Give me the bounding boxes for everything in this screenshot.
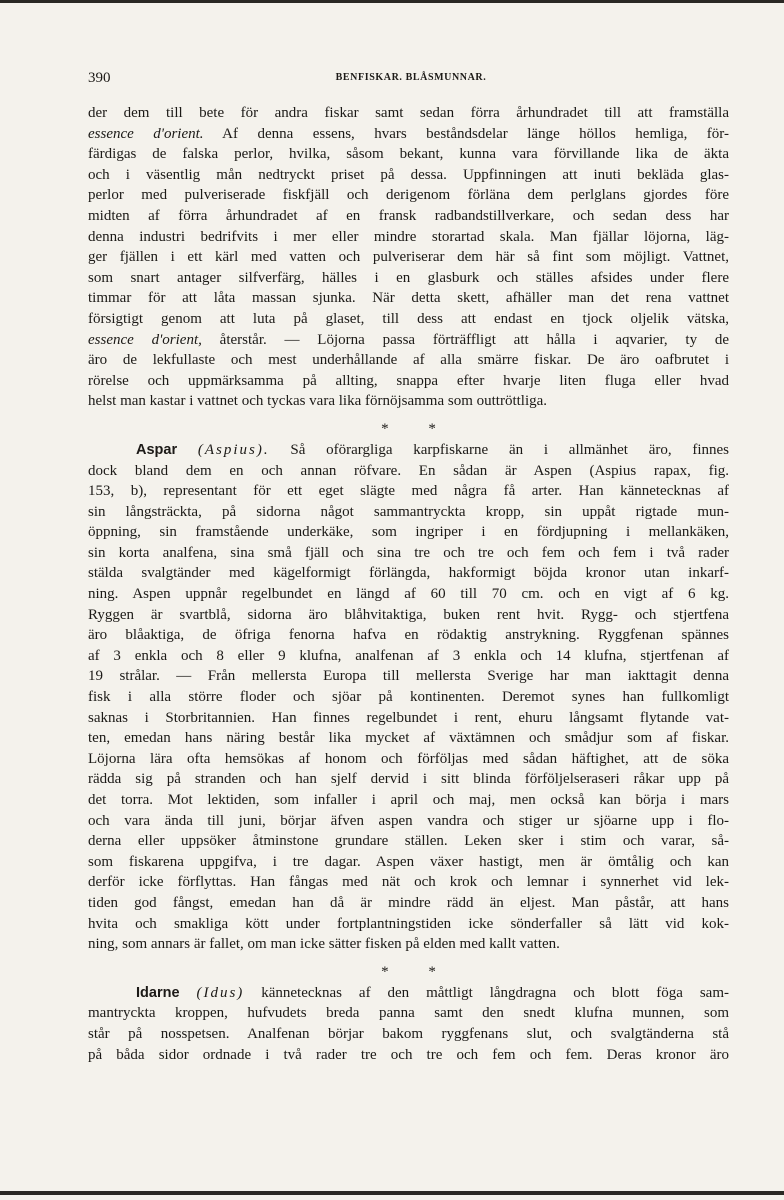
text-line: öppning, sin framstående underkäke, som ingriper i en fördjupning i mellankäken,	[88, 524, 729, 541]
paragraph-idarne	[88, 983, 729, 1065]
space	[180, 985, 197, 1001]
text-line: derför icke förflyttas. Han fångas med nät och krok och lemnar i synnerhet vid lek-	[88, 874, 729, 891]
text-line: sin långsträckta, på sidorna något sammantryckta kropp, sin uppåt rigtade mun-	[88, 503, 729, 520]
text-line: perlor med pulveriserade fiskfjäll och derigenom förläna dem perlglans gjordes före	[88, 187, 729, 204]
text-line: på båda sidor ordnade i två rader tre och tre och fem och fem. Deras kronor äro	[88, 1046, 729, 1063]
text-line: mantryckta kroppen, hufvudets breda panna samt den snedt klufna munnen, som	[88, 1005, 729, 1022]
text-line: midten af förra århundradet af en fransk radbandstillverkare, och sedan dess har	[88, 207, 729, 224]
text-line: ning, som annars är fallet, om man icke sätter fisken på elden med kallt vatten.	[88, 936, 560, 953]
text-line: der dem till bete för andra fiskar samt sedan förra århundradet till att framställa	[88, 105, 729, 121]
section-divider: * *	[381, 420, 454, 437]
page-header	[88, 70, 734, 92]
text-line: sin korta analfena, sina små fjäll och sina tre och tre och fem och fem i två rader	[88, 544, 729, 561]
text-line: det torra. Mot lektiden, som infaller i april och maj, men också kan börja i mars	[88, 792, 729, 808]
latin-name: (Idus)	[196, 984, 245, 1001]
line-text: Så oförargliga karpfiskarne än i allmänhet äro, finnes	[269, 441, 730, 458]
section-divider: * *	[381, 963, 454, 980]
text-line: ger fjällen i ett kärl med vatten och pulveriserar dem här så fint som möjligt. Vattnet,	[88, 249, 729, 266]
text-line: hvita och smakliga kött under fortplantningstiden icke sönderfaller så lätt vid kok-	[88, 915, 729, 932]
page-number: 390	[88, 70, 111, 86]
text-line: Ryggen är svartblå, sidorna äro blåhvitaktiga, buken rent hvit. Rygg- och stjertfena	[88, 606, 729, 623]
line-text: återstår. — Löjorna passa förträffligt att hålla i aqvarier, ty de	[201, 331, 730, 348]
line-text: kännetecknas af den måttligt långdragna och blott föga sam-	[244, 984, 730, 1001]
italic-term: essence d'orient.	[88, 125, 204, 142]
text-line: Löjorna lära ofta hemsökas af honom och förföljas med sådan häftighet, att de söka	[88, 750, 729, 767]
top-edge-rule	[0, 0, 784, 3]
section-keyword-idarne: Idarne	[136, 984, 180, 1001]
text-line: stälda svalgtänder med kägelformigt förlängda, hakformigt böjda kronor utan inkarf-	[88, 565, 729, 582]
text-line: och i väsentlig mån nedtryckt priset på dessa. Uppfinningen att inuti bekläda glas-	[88, 166, 729, 183]
text-line	[88, 330, 729, 351]
bottom-edge-rule	[0, 1191, 784, 1195]
text-line: försigtigt genom att luta på glaset, till dess att endast en tjock oljelik vätska,	[88, 310, 729, 327]
italic-term: essence d'orient,	[88, 331, 202, 348]
text-line: äro blåaktiga, de öfriga fenorna hafva en rödaktig anstrykning. Ryggfenan spännes	[88, 627, 729, 644]
text-line: som fiskarena uppgifva, i tre dagar. Aspen växer hastigt, men är ömtålig och kan	[88, 853, 729, 870]
text-line	[88, 983, 729, 1004]
text-line: ten, emedan hans näring består lika mycket af växtämnen och smådjur som af fiskar.	[88, 730, 729, 747]
text-line: denna industri bedrifvits i mer eller mindre storartad skala. Man fjällar löjorna, läg-	[88, 228, 729, 245]
paragraph-essence-dorient	[88, 103, 729, 412]
text-line: derna eller uppsöker åtminstone grundare ställen. Leken sker i stim och varar, så-	[88, 833, 729, 850]
text-line: fisk i alla större floder och sjöar på kontinenten. Deremot synes han fullkomligt	[88, 689, 729, 706]
latin-name: (Aspius).	[197, 441, 270, 458]
text-line: färdigas de falska perlor, hvilka, såsom bekant, kunna vara förvillande lika de äkta	[88, 146, 729, 163]
text-line: står på nosspetsen. Analfenan börjar bakom ryggfenans slut, och svalgtänderna stå	[88, 1025, 729, 1042]
text-line: 153, b), representant för ett eget slägte med några få arter. Han kännetecknas af	[88, 483, 729, 500]
text-line: rädda sig på stranden och han sjelf dervid i sitt blinda förföljelseraseri råkar upp på	[88, 771, 729, 788]
text-line: helst man kastar i vattnet och tyckas vara lika förnöjsamma som outtröttliga.	[88, 393, 548, 410]
text-line: dock bland dem en och annan röfvare. En sådan är Aspen (Aspius rapax, fig.	[88, 462, 729, 479]
text-line: af 3 enkla och 8 eller 9 klufna, analfenan af 3 enkla och 14 klufna, stjertfenan af	[88, 647, 729, 664]
text-line: och vara ända till juni, börjar äfven aspen vandra och stiger ur sjöarne upp i flo-	[88, 812, 729, 829]
paragraph-aspar	[88, 440, 729, 955]
text-line: äro de lekfullaste och mest underhållande af alla smärre fiskar. De äro oafbrutet i	[88, 352, 729, 369]
text-line: tiden god fångst, emedan han då är mindre rädd än eljest. Man påstår, att hans	[88, 894, 729, 911]
running-head: BENFISKAR. BLÅSMUNNAR.	[335, 72, 487, 83]
text-line: ning. Aspen uppnår regelbundet en längd af 60 till 70 cm. och en vigt af 6 kg.	[88, 586, 729, 603]
section-keyword-aspar: Aspar	[136, 441, 178, 458]
body-text	[88, 103, 729, 1065]
line-text: Af denna essens, hvars beståndsdelar länge höllos hemliga, för-	[203, 125, 729, 142]
text-line: timmar för att låta massan sjunka. När detta skett, afhäller man det rena vattnet	[88, 290, 729, 307]
text-line	[88, 440, 729, 461]
text-line: 19 strålar. — Från mellersta Europa till mellersta Sverige har man iakttagit denna	[88, 668, 729, 685]
space	[177, 442, 198, 458]
text-line	[88, 124, 729, 145]
text-line: rörelse och uppmärksamma på allting, snappa efter hvarje liten fluga eller hvad	[88, 372, 729, 389]
text-line: saknas i Storbritannien. Han finnes regelbundet i rent, ehuru långsamt flytande vat-	[88, 709, 729, 726]
text-line: som snart antager silfverfärg, hälles i en glasburk och ställes afsides under flere	[88, 269, 729, 286]
